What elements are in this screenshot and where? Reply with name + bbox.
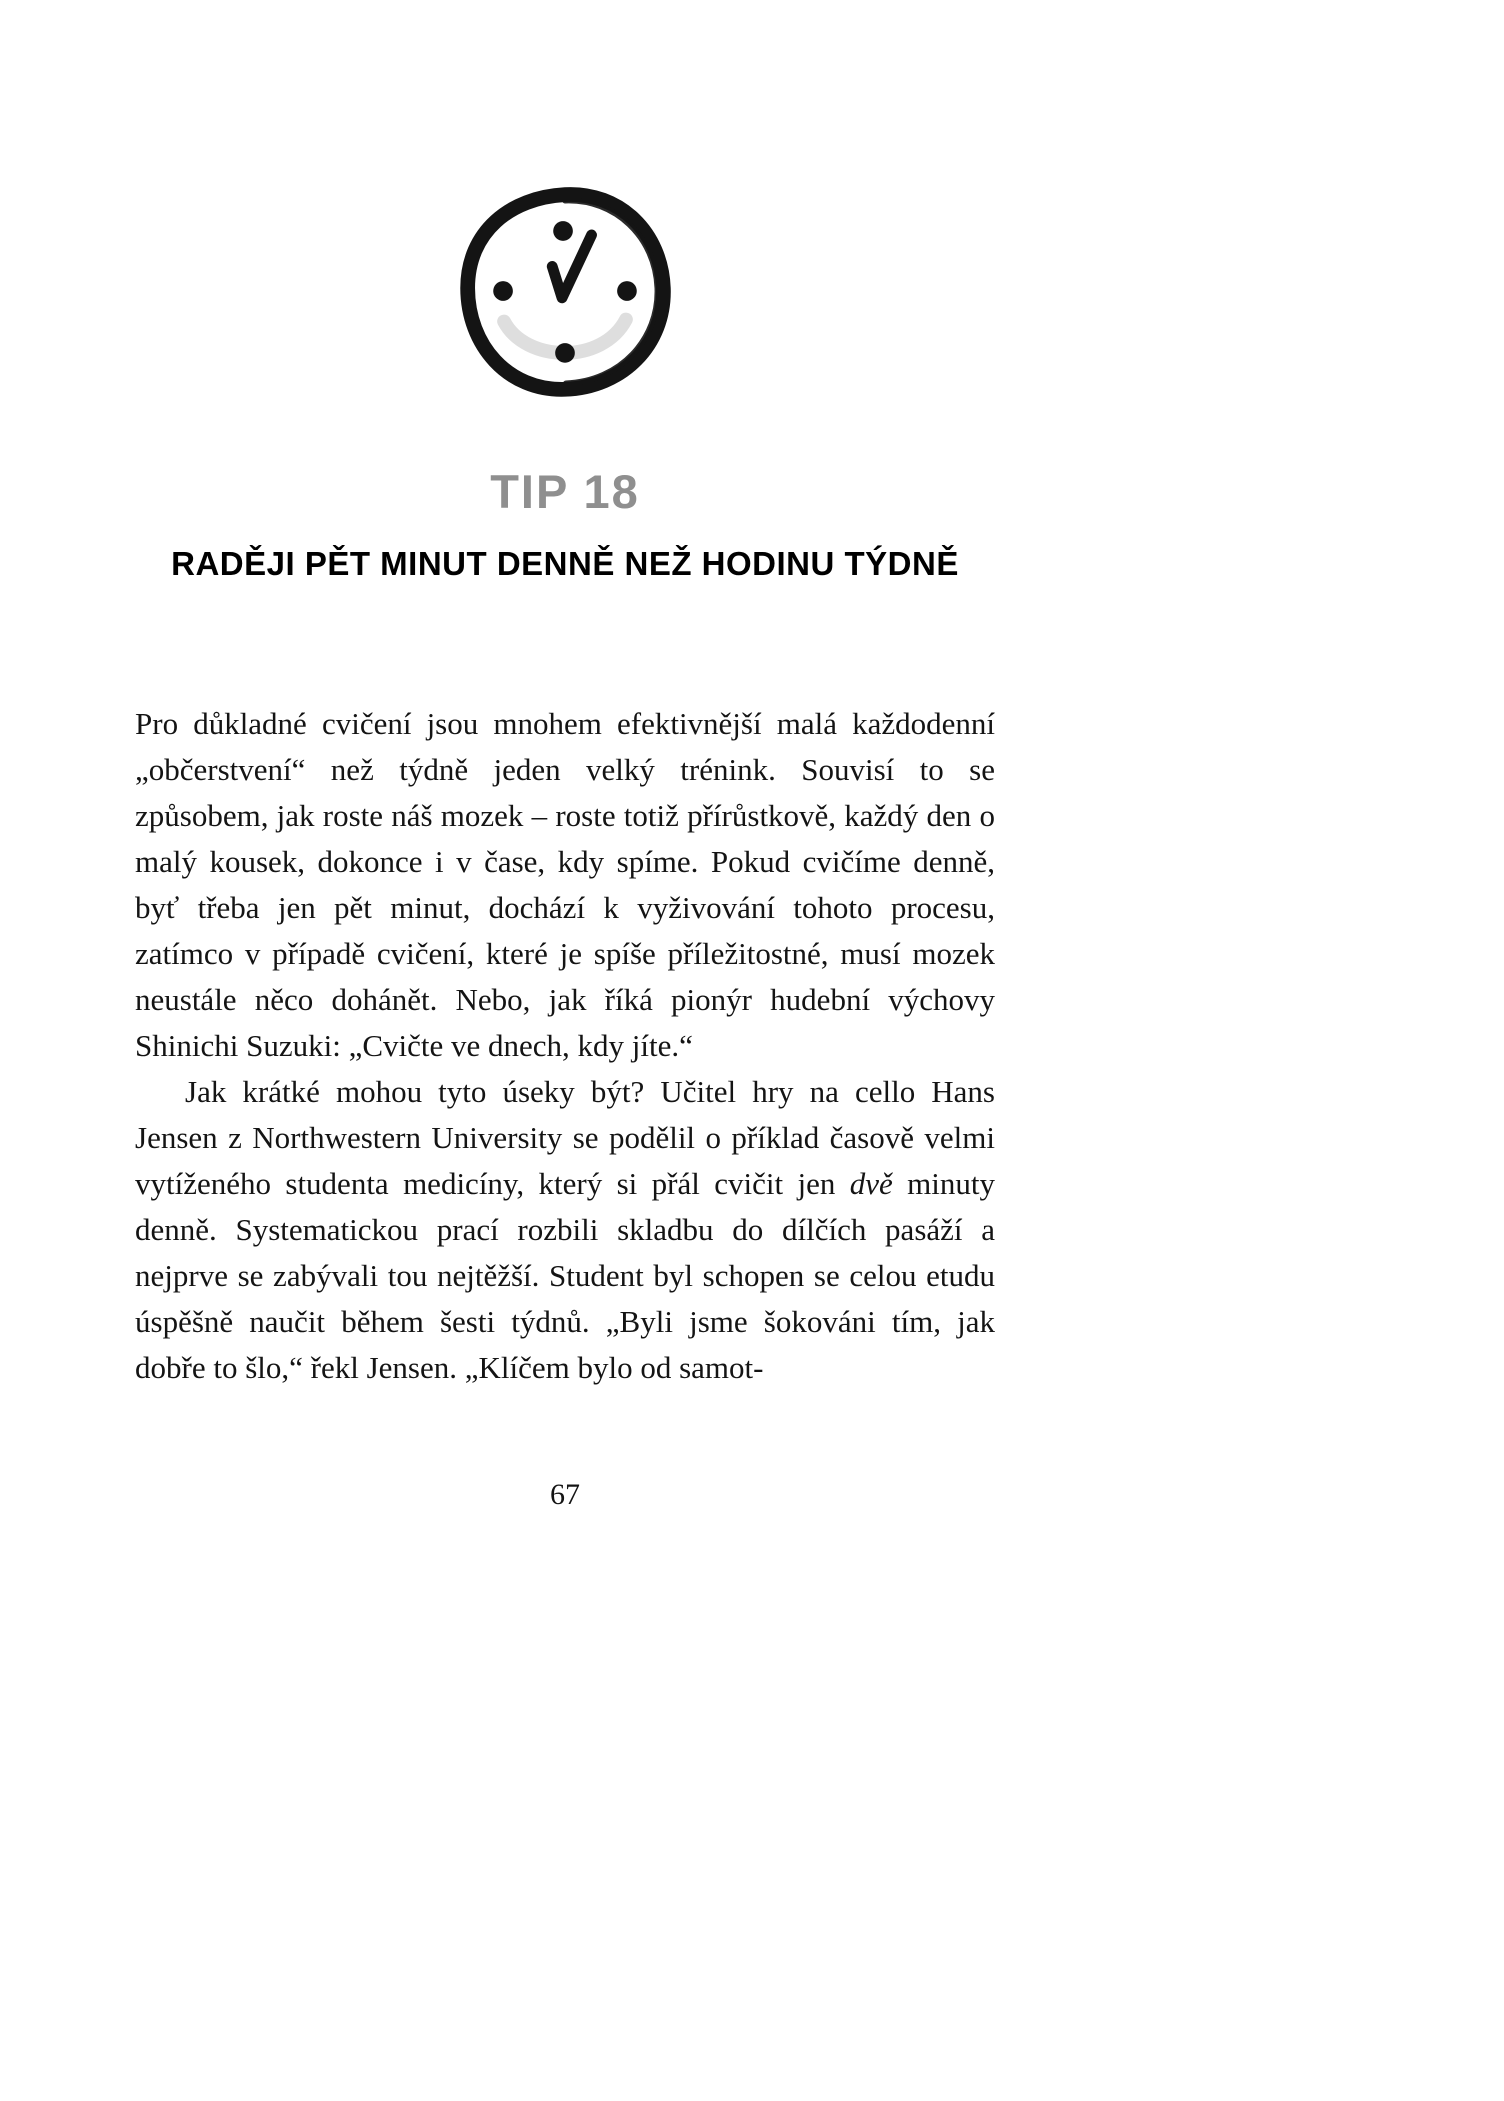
paragraph-2-italic-word: dvě — [849, 1166, 893, 1201]
body-paragraph-2 — [135, 1069, 995, 1391]
body-paragraph-1: Pro důkladné cvičení jsou mnohem efektivnější malá každodenní „občerstvení“ než týdně jeden velký trénink. Souvisí to se způsobem, jak roste náš mozek – roste totiž přírůstkově, každý den o malý kousek, dokonce i v čase, kdy spíme. Pokud cvičíme denně, byť třeba jen pět minut, dochází k vyživování tohoto procesu, zatímco v případě cvičení, které je spíše příležitostné, musí mozek neustále něco dohánět. Nebo, jak říká pionýr hudební výchovy Shinichi Suzuki: „Cvičte ve dnech, kdy jíte.“ — [135, 706, 995, 1063]
page-content — [135, 0, 995, 1391]
page-number: 67 — [550, 1478, 580, 1511]
paragraph-2-text-after: minuty denně. Systematickou prací rozbili skladbu do dílčích pasáží a nejprve se zabývali tou nejtěžší. Student byl schopen se celou etudu úspěšně naučit během šesti týdnů. „Byli jsme šokováni tím, jak dobře to šlo,“ řekl Jensen. „Klíčem bylo od samot- — [135, 1166, 995, 1385]
body-text — [135, 701, 995, 1391]
tip-label: TIP 18 — [490, 465, 640, 518]
chapter-heading: RADĚJI PĚT MINUT DENNĚ NEŽ HODINU TÝDNĚ — [171, 545, 959, 582]
clock-icon — [447, 172, 683, 408]
paragraph-2-text-before: Jak krátké mohou tyto úseky být? Učitel hry na cello Hans Jensen z Northwestern University se podělil o příklad časově velmi vytíženého studenta medicíny, který si přál cvičit jen — [135, 1074, 995, 1201]
